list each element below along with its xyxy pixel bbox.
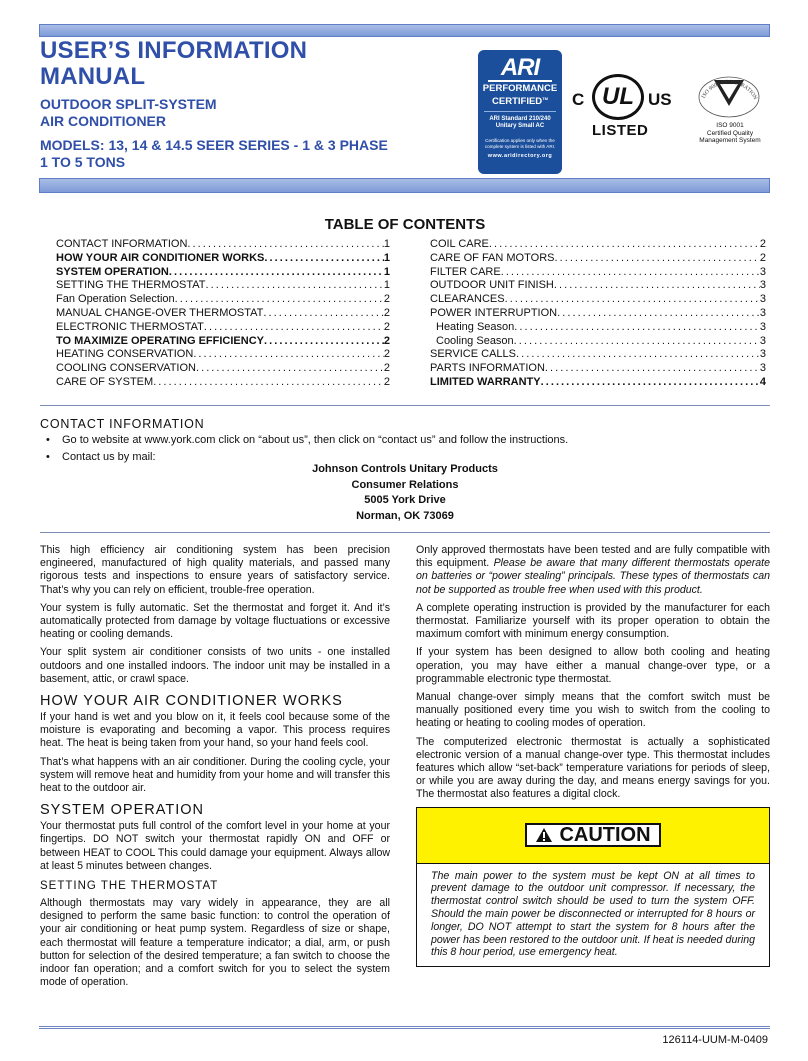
toc-entry[interactable] xyxy=(430,266,766,280)
header-top-bar xyxy=(39,24,770,37)
toc-entry[interactable] xyxy=(56,321,390,335)
toc-entry-title: PARTS INFORMATION xyxy=(430,362,545,375)
system-operation-heading: SYSTEM OPERATION xyxy=(40,802,204,819)
toc-leader-dots xyxy=(554,252,759,266)
toc-entry[interactable] xyxy=(430,279,766,293)
header-bottom-bar xyxy=(39,178,770,193)
document-number: 126114-UUM-M-0409 xyxy=(662,1034,768,1046)
toc-leader-dots xyxy=(264,335,384,349)
toc-entry[interactable] xyxy=(430,348,766,362)
toc-entry-title: COIL CARE xyxy=(430,238,489,250)
toc-leader-dots xyxy=(204,321,384,335)
toc-leader-dots xyxy=(514,335,760,349)
toc-leader-dots xyxy=(545,362,760,376)
setting-thermostat-heading: SETTING THE THERMOSTAT xyxy=(40,880,219,893)
toc-leader-dots xyxy=(169,266,384,280)
operating-instruction-paragraph: A complete operating instruction is provided by the manufacturer for each thermostat. Familiarize yourself with its proper operation to obtain the maximum comfort with minimum energy consumption. xyxy=(416,601,770,641)
ari-note: Certification applies only when the complete system is listed with ARI. xyxy=(484,138,556,150)
document-subtitle xyxy=(40,96,460,130)
footer-rule xyxy=(39,1026,770,1029)
toc-entry-title: POWER INTERRUPTION xyxy=(430,306,558,319)
system-operation-paragraph: Your thermostat puts full control of the comfort level in your home at your fingertips. DO NOT switch your thermostat rapidly ON and OFF or between HEAT to COOL This could damage your equipment. Always allow at least 5 minutes between changes. xyxy=(40,820,390,872)
toc-leader-dots xyxy=(489,238,760,252)
toc-entry-page: 3 xyxy=(759,293,766,306)
toc-entry-page: 1 xyxy=(383,279,390,292)
toc-entry-page: 2 xyxy=(383,348,390,361)
toc-entry-page: 1 xyxy=(383,251,390,264)
toc-entry-title: COOLING CONSERVATION xyxy=(56,362,196,375)
toc-heading: TABLE OF CONTENTS xyxy=(324,216,486,233)
toc-entry[interactable] xyxy=(430,376,766,390)
toc-leader-dots xyxy=(516,348,760,362)
toc-left-column xyxy=(56,238,390,390)
mailing-address xyxy=(40,462,770,524)
toc-entry-title: SERVICE CALLS xyxy=(430,348,517,361)
how-it-works-paragraph: That’s what happens with an air conditioner. During the cooling cycle, your system will remove heat and humidity from your home and will transfer this heat to the outdoor air. xyxy=(40,755,390,795)
toc-entry-page: 3 xyxy=(759,306,766,319)
iso-caption xyxy=(680,122,780,145)
toc-entry[interactable] xyxy=(56,238,390,252)
section-divider xyxy=(40,405,770,406)
ari-mark: ARI xyxy=(488,54,552,82)
address-line: Consumer Relations xyxy=(351,478,459,491)
toc-entry-title: CLEARANCES xyxy=(430,293,505,306)
toc-entry-title: LIMITED WARRANTY xyxy=(430,375,541,388)
toc-leader-dots xyxy=(175,293,384,307)
warning-triangle-icon xyxy=(535,827,553,843)
toc-entry[interactable] xyxy=(430,321,766,335)
ari-url: www.aridirectory.org xyxy=(487,153,553,160)
toc-entry[interactable] xyxy=(430,238,766,252)
iso-line-2: Certified Quality xyxy=(706,129,754,137)
toc-entry-title: TO MAXIMIZE OPERATING EFFICIENCY xyxy=(56,334,264,347)
thermostat-type-paragraph: If your system has been designed to allow both cooling and heating operation, you may have either a manual change-over type, or a programmable electronic type thermostat. xyxy=(416,646,770,685)
toc-entry-page: 2 xyxy=(383,375,390,388)
toc-entry[interactable] xyxy=(56,335,390,349)
ari-tm: TM xyxy=(542,96,548,101)
models-prefix: MODELS: xyxy=(40,137,109,153)
address-line: 5005 York Drive xyxy=(364,494,446,506)
ul-listed-logo xyxy=(572,70,676,142)
toc-entry-title: FILTER CARE xyxy=(430,265,501,278)
subtitle-line-2: AIR CONDITIONER xyxy=(40,113,166,129)
toc-leader-dots xyxy=(193,348,384,362)
subtitle-line-1: OUTDOOR SPLIT-SYSTEM xyxy=(40,96,217,112)
address-line: Norman, OK 73069 xyxy=(356,509,454,522)
approved-thermostats-paragraph xyxy=(416,544,770,597)
toc-leader-dots xyxy=(514,321,760,335)
iso-ring-text: ISO 9000 REGISTRATION xyxy=(700,79,759,101)
contact-heading: CONTACT INFORMATION xyxy=(40,417,205,431)
toc-entry[interactable] xyxy=(56,293,390,307)
iso-seal-icon xyxy=(696,64,762,118)
intro-paragraph: Your split system air conditioner consists of two units - one installed outdoors and one installed indoors. The indoor unit may be installed in a basement, attic, or crawl space. xyxy=(40,646,390,685)
toc-entry-title: HEATING CONSERVATION xyxy=(56,348,194,361)
ul-listed-text: LISTED xyxy=(592,122,649,139)
toc-entry-title: CONTACT INFORMATION xyxy=(56,238,188,250)
iso-line-3: Management System xyxy=(699,137,761,144)
address-line: Johnson Controls Unitary Products xyxy=(312,463,498,475)
approved-thermostats-text: Only approved thermostats have been tested and are fully compatible with this equipment. xyxy=(416,544,770,570)
contact-bullets xyxy=(46,432,766,466)
iso-9001-logo xyxy=(680,60,780,150)
caution-text: The main power to the system must be kept ON at all times to prevent damage to the outdoor unit compressor. If necessary, the thermostat control switch should be used to turn the system OFF. Should the main power be disconnected or interrupted for 8 hours or longer, DO NOT attempt to start the system for 8 hours after the power has been restored to the outdoor unit. If heat is needed during this 8 hour period, use emergency heat. xyxy=(431,869,755,959)
intro-paragraph: This high efficiency air conditioning system has been precision engineered, manufactured of high quality materials, and passed many rigorous tests and inspections to ensure years of satisfactory service. That’s why you can rely on efficient, trouble-free operation. xyxy=(40,544,390,596)
ari-separator xyxy=(484,111,556,112)
how-it-works-paragraph: If your hand is wet and you blow on it, it feels cool because some of the moisture is evaporating and becoming a vapor. This process requires heat. The heat is being taken from your hand, so your hand feels cool. xyxy=(40,711,390,750)
body-left-column xyxy=(40,544,390,994)
toc-entry-page: 3 xyxy=(759,320,766,333)
ul-c: C xyxy=(572,90,585,109)
contact-bullet-website: • Go to website at www.york.com click on “about us”, then click on “contact us” and follow the instructions. xyxy=(46,432,766,449)
toc-entry-page: 1 xyxy=(383,265,390,278)
models-line-2: 1 TO 5 TONS xyxy=(40,154,126,170)
toc-entry-title: MANUAL CHANGE-OVER THERMOSTAT xyxy=(56,306,264,319)
toc-entry[interactable] xyxy=(56,279,390,293)
toc-entry[interactable] xyxy=(56,266,390,280)
toc-entry-title: CARE OF FAN MOTORS xyxy=(430,251,555,264)
toc-leader-dots xyxy=(263,307,383,321)
toc-entry-title: Heating Season xyxy=(436,320,515,333)
toc-entry-title: Cooling Season xyxy=(436,334,514,347)
models-line-1: 13, 14 & 14.5 SEER SERIES - 1 & 3 PHASE xyxy=(108,137,388,153)
toc-right-column xyxy=(430,238,766,390)
toc-leader-dots xyxy=(153,376,384,390)
ul-mark: UL xyxy=(592,74,644,120)
toc-entry[interactable] xyxy=(430,307,766,321)
toc-entry-page: 2 xyxy=(759,251,766,264)
ul-us: US xyxy=(648,90,672,109)
toc-entry[interactable] xyxy=(56,307,390,321)
toc-entry-page: 3 xyxy=(759,362,766,375)
caution-box xyxy=(416,807,770,968)
caution-label xyxy=(525,823,660,847)
toc-entry-page: 2 xyxy=(383,306,390,319)
toc-entry-title: HOW YOUR AIR CONDITIONER WORKS xyxy=(56,251,265,264)
toc-entry-page: 2 xyxy=(383,320,390,333)
models-line xyxy=(40,137,460,171)
toc-leader-dots xyxy=(206,279,384,293)
title-line-2: MANUAL xyxy=(40,63,146,90)
toc-entry[interactable] xyxy=(56,252,390,266)
toc-leader-dots xyxy=(505,293,760,307)
ari-standard-type: Unitary Small AC xyxy=(495,123,545,130)
iso-line-1: ISO 9001 xyxy=(716,122,744,129)
toc-entry-page: 3 xyxy=(759,348,766,361)
toc-entry-title: OUTDOOR UNIT FINISH xyxy=(430,279,554,292)
toc-entry[interactable] xyxy=(430,293,766,307)
toc-entry-title: CARE OF SYSTEM xyxy=(56,375,154,388)
toc-entry-page: 2 xyxy=(759,238,766,250)
toc-leader-dots xyxy=(554,279,760,293)
toc-entry[interactable] xyxy=(430,362,766,376)
toc-entry-title: ELECTRONIC THERMOSTAT xyxy=(56,320,204,333)
intro-paragraph: Your system is fully automatic. Set the thermostat and forget it. And it’s automatically protected from damage by voltage fluctuations or excessive heating or cooling demands. xyxy=(40,601,390,641)
caution-banner xyxy=(417,808,769,864)
toc-leader-dots xyxy=(187,238,383,252)
how-it-works-heading: HOW YOUR AIR CONDITIONER WORKS xyxy=(40,693,343,710)
toc-entry[interactable] xyxy=(56,376,390,390)
toc-entry-page: 1 xyxy=(383,238,390,250)
toc-leader-dots xyxy=(557,307,760,321)
ari-certified-logo xyxy=(478,50,562,174)
toc-entry[interactable] xyxy=(430,252,766,266)
toc-entry-title: SYSTEM OPERATION xyxy=(56,265,169,278)
setting-thermostat-paragraph: Although thermostats may vary widely in appearance, they are all designed to perform the same basic function: to control the operation of your air conditioning or heat pump system. Regardless of size or shape, each thermostat will feature a temperature indicator; a dial, arm, or push button for selection of the desired temperature; a fan switch to choose the indoor fan operation; and a comfort switch for you to select the system mode of operation. xyxy=(40,897,390,989)
toc-entry-title: SETTING THE THERMOSTAT xyxy=(56,279,206,292)
toc-entry-page: 4 xyxy=(759,375,766,388)
caution-label-text: CAUTION xyxy=(559,823,651,846)
toc-entry-page: 2 xyxy=(383,362,390,375)
toc-leader-dots xyxy=(541,376,760,390)
contact-bullet-mail: • Contact us by mail: xyxy=(46,449,766,466)
toc-entry[interactable] xyxy=(56,362,390,376)
toc-entry-title: Fan Operation Selection xyxy=(56,293,175,306)
toc-entry[interactable] xyxy=(56,348,390,362)
toc-entry-page: 3 xyxy=(759,279,766,292)
toc-leader-dots xyxy=(501,266,760,280)
ari-performance: PERFORMANCE xyxy=(482,83,558,94)
toc-entry-page: 2 xyxy=(383,334,390,347)
title-line-1: USER’S INFORMATION xyxy=(40,37,308,64)
toc-leader-dots xyxy=(264,252,383,266)
toc-leader-dots xyxy=(196,362,384,376)
toc-entry-page: 2 xyxy=(383,293,390,306)
section-divider xyxy=(40,532,770,533)
approved-thermostats-warning: Please be aware that many different thermostats operate on batteries or “power stealing” principals. These types of thermostats can not be supported as trouble free when used with this product. xyxy=(416,557,770,596)
body-right-column xyxy=(416,544,770,967)
ari-certified: CERTIFIED xyxy=(492,96,543,108)
ari-standard: ARI Standard 210/240 xyxy=(489,116,551,123)
electronic-thermostat-paragraph: The computerized electronic thermostat is actually a sophisticated electronic version of a manual change-over type. This thermostat includes features which allow “set-back” temperature variations for periods of sleep, or while you are away during the day, and means energy savings for you. The thermostat also features a digital clock. xyxy=(416,735,770,801)
document-title xyxy=(40,38,460,90)
toc-entry-page: 3 xyxy=(759,265,766,278)
toc-entry[interactable] xyxy=(430,335,766,349)
manual-changeover-paragraph: Manual change-over simply means that the comfort switch must be manually positioned every time you wish to switch from the cooling to heating or heating to cooling modes of operation. xyxy=(416,691,770,730)
toc-entry-page: 3 xyxy=(759,334,766,347)
